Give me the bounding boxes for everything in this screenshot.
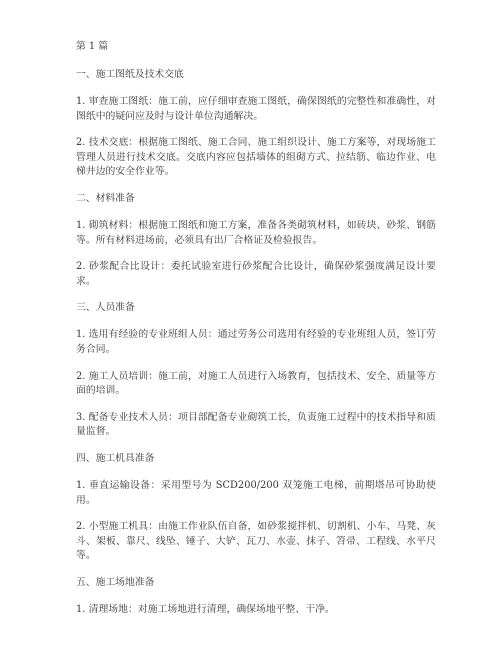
section-heading: 三、人员准备 (76, 302, 135, 314)
section-3 (76, 301, 436, 440)
paragraph: 1. 砌筑材料：根据施工图纸和施工方案，准备各类砌筑材料，如砖块、砂浆、钢筋等。所有材料进场前，必须具有出厂合格证及检验报告。 (76, 219, 436, 246)
section-heading: 四、施工机具准备 (76, 452, 155, 464)
paragraph: 1. 审查施工图纸：施工前，应仔细审查施工图纸，确保图纸的完整性和准确性，对图纸中的疑问应及时与设计单位沟通解决。 (76, 96, 436, 122)
section-2 (76, 192, 436, 289)
section-5 (76, 576, 436, 618)
paragraph: 1. 垂直运输设备：采用型号为 SCD200/200 双笼施工电梯，前期塔吊可协助使用。 (76, 479, 436, 506)
section-4 (76, 452, 436, 564)
paragraph: 2. 砂浆配合比设计：委托试验室进行砂浆配合比设计，确保砂浆强度满足设计要求。 (76, 261, 436, 287)
part-title: 第 1 篇 (76, 41, 109, 52)
document-page (76, 40, 436, 629)
section-heading: 五、施工场地准备 (76, 576, 155, 588)
paragraph: 2. 小型施工机具：由施工作业队伍自备，如砂浆搅拌机、切割机、小车、马凳、灰斗、架板、靠尺、线坠、锤子、大铲、瓦刀、水壶、抹子、笤帚、工程线、水平尺等。 (76, 521, 436, 562)
section-heading: 二、材料准备 (76, 192, 135, 204)
section-1 (76, 68, 436, 180)
paragraph: 1. 选用有经验的专业班组人员：通过劳务公司选用有经验的专业班组人员，签订劳务合同。 (76, 329, 436, 355)
paragraph: 3. 配备专业技术人员：项目部配备专业砌筑工长，负责施工过程中的技术指导和质量监督。 (76, 411, 436, 438)
section-heading: 一、施工图纸及技术交底 (76, 69, 184, 80)
paragraph: 2. 技术交底：根据施工图纸、施工合同、施工组织设计、施工方案等，对现场施工管理人员进行技术交底。交底内容应包括墙体的组砌方式、拉结筋、临边作业、电梯井边的安全作业等。 (76, 137, 436, 178)
paragraph: 1. 清理场地：对施工场地进行清理，确保场地平整、干净。 (76, 603, 335, 615)
paragraph: 2. 施工人员培训：施工前，对施工人员进行入场教育，包括技术、安全、质量等方面的培训。 (76, 370, 436, 397)
